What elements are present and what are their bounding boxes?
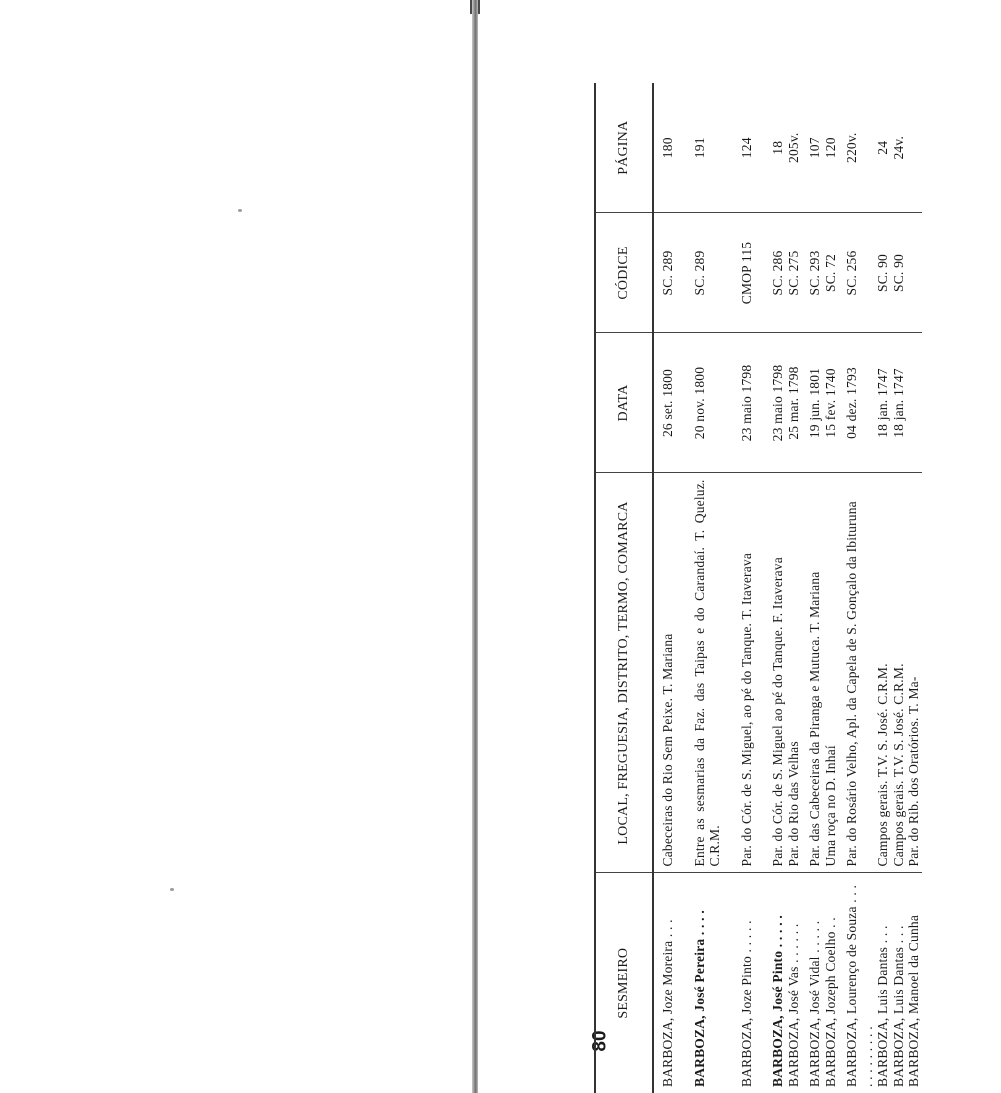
cell-data: 20 nov. 1800 [676, 333, 723, 473]
header-data: DATA [595, 333, 653, 473]
cell-sesmeiro: BARBOZA, Lourenço de Souza . . . . . . . . . . . . [844, 884, 875, 1087]
book-spine [472, 0, 478, 1093]
cell-codice: SC. 90 [875, 213, 891, 333]
cell-local: Par. do Rio das Velhas [786, 473, 802, 873]
cell-codice: SC. 90 [891, 213, 907, 333]
cell-sesmeiro: BARBOZA, Joze Pinto . . . . . [738, 920, 754, 1087]
cell-codice [906, 213, 922, 333]
table-row [653, 83, 676, 1093]
cell-pagina: 180 [653, 83, 676, 213]
table-row [754, 83, 786, 1093]
cell-sesmeiro: BARBOZA, José Pereira . . . . [691, 910, 707, 1087]
cell-data: 18 jan. 1747 [875, 333, 891, 473]
table-row [723, 83, 755, 1093]
cell-codice: SC. 286 [754, 213, 786, 333]
register-table-block [594, 83, 990, 1093]
cell-codice: SC. 72 [823, 213, 839, 333]
cell-data: 23 maio 1798 [754, 333, 786, 473]
cell-sesmeiro: BARBOZA, José Vas . . . . . . [785, 923, 801, 1087]
cell-local: Campos gerais. T.V. S. José. C.R.M. [891, 473, 907, 873]
cell-pagina: 220v. [838, 83, 875, 213]
cell-local: Par. do Cór. de S. Miguel, ao pé do Tanque. T. Itaverava [723, 473, 755, 873]
cell-pagina: 24v. [891, 83, 907, 213]
cell-local: Cabeceiras do Rio Sem Peixe. T. Mariana [653, 473, 676, 873]
cell-pagina: 24 [875, 83, 891, 213]
paper-speck [238, 209, 242, 212]
cell-sesmeiro: BARBOZA, Joze Moreira . . . [660, 919, 675, 1087]
cell-sesmeiro: BARBOZA, Manoel da Cunha [906, 914, 921, 1087]
cell-pagina: 205v. [786, 83, 802, 213]
header-pagina: PÁGINA [595, 83, 653, 213]
cell-local: Par. do Cór. de S. Miguel ao pé do Tanque. F. Itaverava [754, 473, 786, 873]
cell-local: Uma roça no D. Inhaí [823, 473, 839, 873]
table-row [906, 83, 922, 1093]
cell-pagina: 124 [723, 83, 755, 213]
table-row [838, 83, 875, 1093]
cell-data: 19 jun. 1801 [801, 333, 823, 473]
cell-local: Par. das Cabeceiras da Piranga e Mutuca. T. Mariana [801, 473, 823, 873]
cell-codice: SC. 275 [786, 213, 802, 333]
table-row [786, 83, 802, 1093]
cell-codice: SC. 289 [676, 213, 723, 333]
cell-data: 18 jan. 1747 [891, 333, 907, 473]
cell-data: 15 fev. 1740 [823, 333, 839, 473]
cell-codice: CMOP 115 [723, 213, 755, 333]
table-header-row [595, 83, 653, 1093]
table-row [823, 83, 839, 1093]
cell-codice: SC. 256 [838, 213, 875, 333]
header-codice: CÓDICE [595, 213, 653, 333]
cell-codice: SC. 289 [653, 213, 676, 333]
table-row [801, 83, 823, 1093]
cell-pagina: 191 [676, 83, 723, 213]
cell-sesmeiro: BARBOZA, José Pinto . . . . . [770, 915, 785, 1087]
table-row [676, 83, 723, 1093]
table-row [875, 83, 891, 1093]
cell-pagina [906, 83, 922, 213]
cell-codice: SC. 293 [801, 213, 823, 333]
cell-sesmeiro: BARBOZA, Luis Dantas . . . [890, 925, 906, 1087]
cell-data [906, 333, 922, 473]
cell-local: Entre as sesmarias da Faz. das Taipas e do Carandaí. T. Queluz. C.R.M. [676, 473, 723, 873]
table-row [891, 83, 907, 1093]
cell-data: 04 dez. 1793 [838, 333, 875, 473]
paper-speck [170, 888, 174, 891]
sesmarias-table [594, 83, 922, 1093]
cell-data: 25 mar. 1798 [786, 333, 802, 473]
header-sesmeiro: SESMEIRO [595, 873, 653, 1093]
cell-sesmeiro: BARBOZA, José Vidal . . . . . [807, 920, 822, 1087]
header-local: LOCAL, FREGUESIA, DISTRITO, TERMO, COMARCA [595, 473, 653, 873]
cell-local: Par. do Rib. dos Oratórios. T. Ma- [906, 473, 922, 873]
cell-data: 26 set. 1800 [653, 333, 676, 473]
cell-data: 23 maio 1798 [723, 333, 755, 473]
page-number: 80 [589, 1030, 611, 1052]
cell-sesmeiro: BARBOZA, Jozeph Coelho . . [822, 917, 838, 1087]
cell-sesmeiro: BARBOZA, Luis Dantas . . . [875, 925, 890, 1087]
cell-pagina: 120 [823, 83, 839, 213]
cell-local: Campos gerais. T.V. S. José. C.R.M. [875, 473, 891, 873]
cell-pagina: 107 [801, 83, 823, 213]
cell-local: Par. do Rosário Velho, Apl. da Capela de S. Gonçalo da Ibituruna [838, 473, 875, 873]
cell-pagina: 18 [754, 83, 786, 213]
